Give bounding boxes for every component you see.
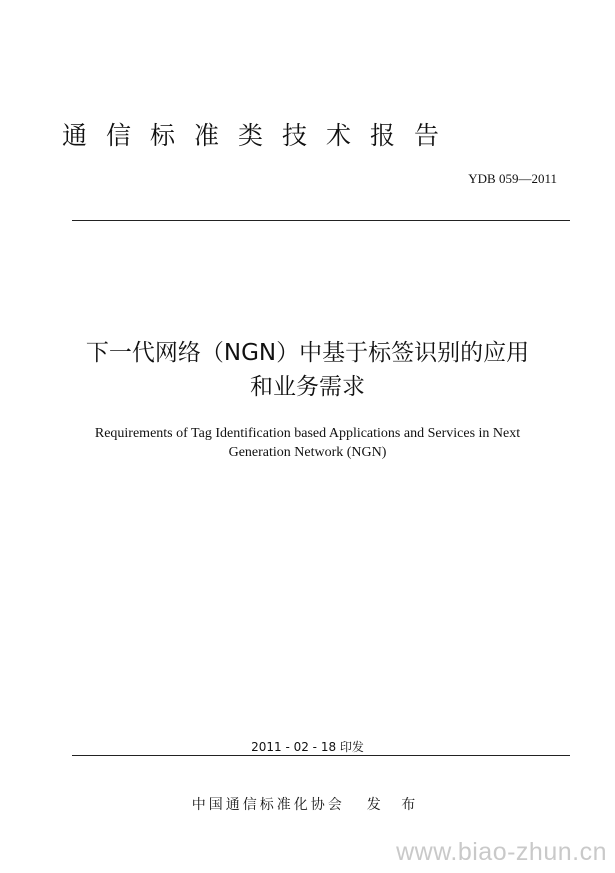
chinese-title	[40, 336, 575, 404]
english-title	[40, 424, 575, 462]
issue-label: 发 布	[366, 797, 424, 813]
document-number: YDB 059—2011	[468, 171, 557, 186]
series-title: 通信标准类技术报告	[62, 121, 459, 150]
english-title-line-2: Generation Network (NGN)	[228, 445, 387, 460]
publisher-line	[0, 794, 615, 814]
top-divider	[72, 220, 570, 221]
site-watermark: www.biao-zhun.cn	[396, 838, 607, 866]
chinese-title-line-2: 和业务需求	[250, 374, 365, 400]
chinese-title-line-1: 下一代网络（NGN）中基于标签识别的应用	[85, 340, 530, 366]
english-title-line-1: Requirements of Tag Identification based Applications and Services in Next	[94, 426, 521, 441]
print-date: 2011 - 02 - 18 印发	[251, 740, 364, 754]
bottom-divider	[72, 755, 570, 756]
publisher-name: 中国通信标准化协会	[191, 797, 345, 813]
